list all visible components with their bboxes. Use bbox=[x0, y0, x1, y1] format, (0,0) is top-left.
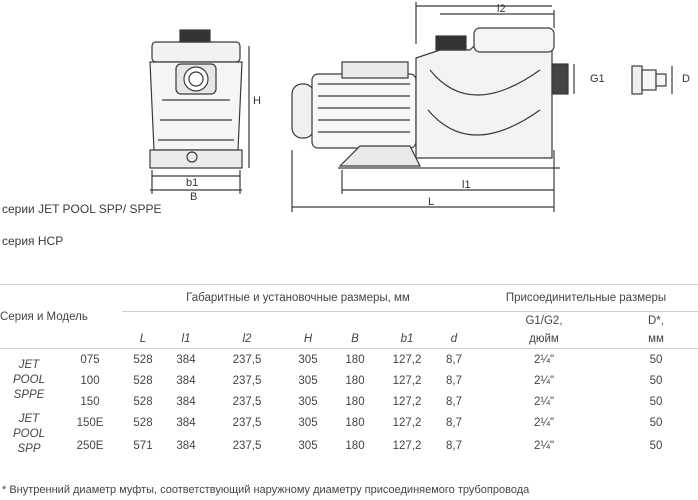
caption-hcp: серия HCP bbox=[2, 234, 64, 248]
dim-L: L bbox=[428, 196, 435, 208]
model-cell: 100 bbox=[80, 374, 100, 387]
model-cell: 075 bbox=[80, 353, 100, 366]
dim-l1: l1 bbox=[462, 179, 471, 191]
model-cell: 150E bbox=[76, 417, 104, 430]
table-row: JET POOL SPP 150E 528 384 237,5 305 180 127,2 8,7 2¼" 50 bbox=[0, 412, 698, 435]
dim-b1: b1 bbox=[186, 177, 199, 189]
table-row: 150 528 384 237,5 305 180 127,2 8,7 2¼" 50 bbox=[0, 391, 698, 412]
series-label-sppe: JET POOL SPPE bbox=[13, 359, 45, 401]
col-header-L: L bbox=[122, 330, 164, 349]
table-row: 100 528 384 237,5 305 180 127,2 8,7 2¼" 50 bbox=[0, 370, 698, 391]
d-header-line2: мм bbox=[614, 330, 698, 349]
dimensions-table bbox=[0, 284, 698, 457]
caption-spp-sppe: серии JET POOL SPP/ SPPE bbox=[2, 202, 162, 216]
dim-l2: l2 bbox=[497, 3, 506, 15]
dim-B: B bbox=[190, 191, 198, 203]
d-header-line1: D*, bbox=[648, 315, 664, 327]
col-header-b1: b1 bbox=[380, 330, 434, 349]
col-header-B: B bbox=[330, 330, 380, 349]
g1-header-line1: G1/G2, bbox=[525, 315, 563, 327]
dim-G1: G1 bbox=[590, 73, 605, 85]
model-cell: 250E bbox=[76, 439, 104, 452]
group-dimensions-header: Габаритные и установочные размеры, мм bbox=[122, 285, 474, 312]
table-row: 250E 571 384 237,5 305 180 127,2 8,7 2¼" 50 bbox=[0, 435, 698, 458]
footnote: * Внутренний диаметр муфты, соответствующий наружному диаметру присоединяемого трубопровода bbox=[2, 484, 530, 496]
col-header-l1: l1 bbox=[164, 330, 208, 349]
group-connection-header: Присоединительные размеры bbox=[474, 285, 698, 312]
dim-D: D bbox=[682, 73, 690, 85]
g1-header-line2: дюйм bbox=[474, 330, 614, 349]
col-header-d: d bbox=[434, 330, 474, 349]
col-header-l2: l2 bbox=[208, 330, 286, 349]
pump-dimension-drawing bbox=[0, 0, 698, 215]
col-header-H: H bbox=[286, 330, 330, 349]
model-header: Серия и Модель bbox=[0, 285, 122, 349]
model-cell: 150 bbox=[80, 395, 100, 408]
dim-H: H bbox=[253, 95, 261, 107]
table-row: JET POOL SPPE 075 528 384 237,5 305 180 127,2 8,7 2¼" 50 bbox=[0, 349, 698, 371]
series-label-spp: JET POOL SPP bbox=[13, 413, 45, 455]
